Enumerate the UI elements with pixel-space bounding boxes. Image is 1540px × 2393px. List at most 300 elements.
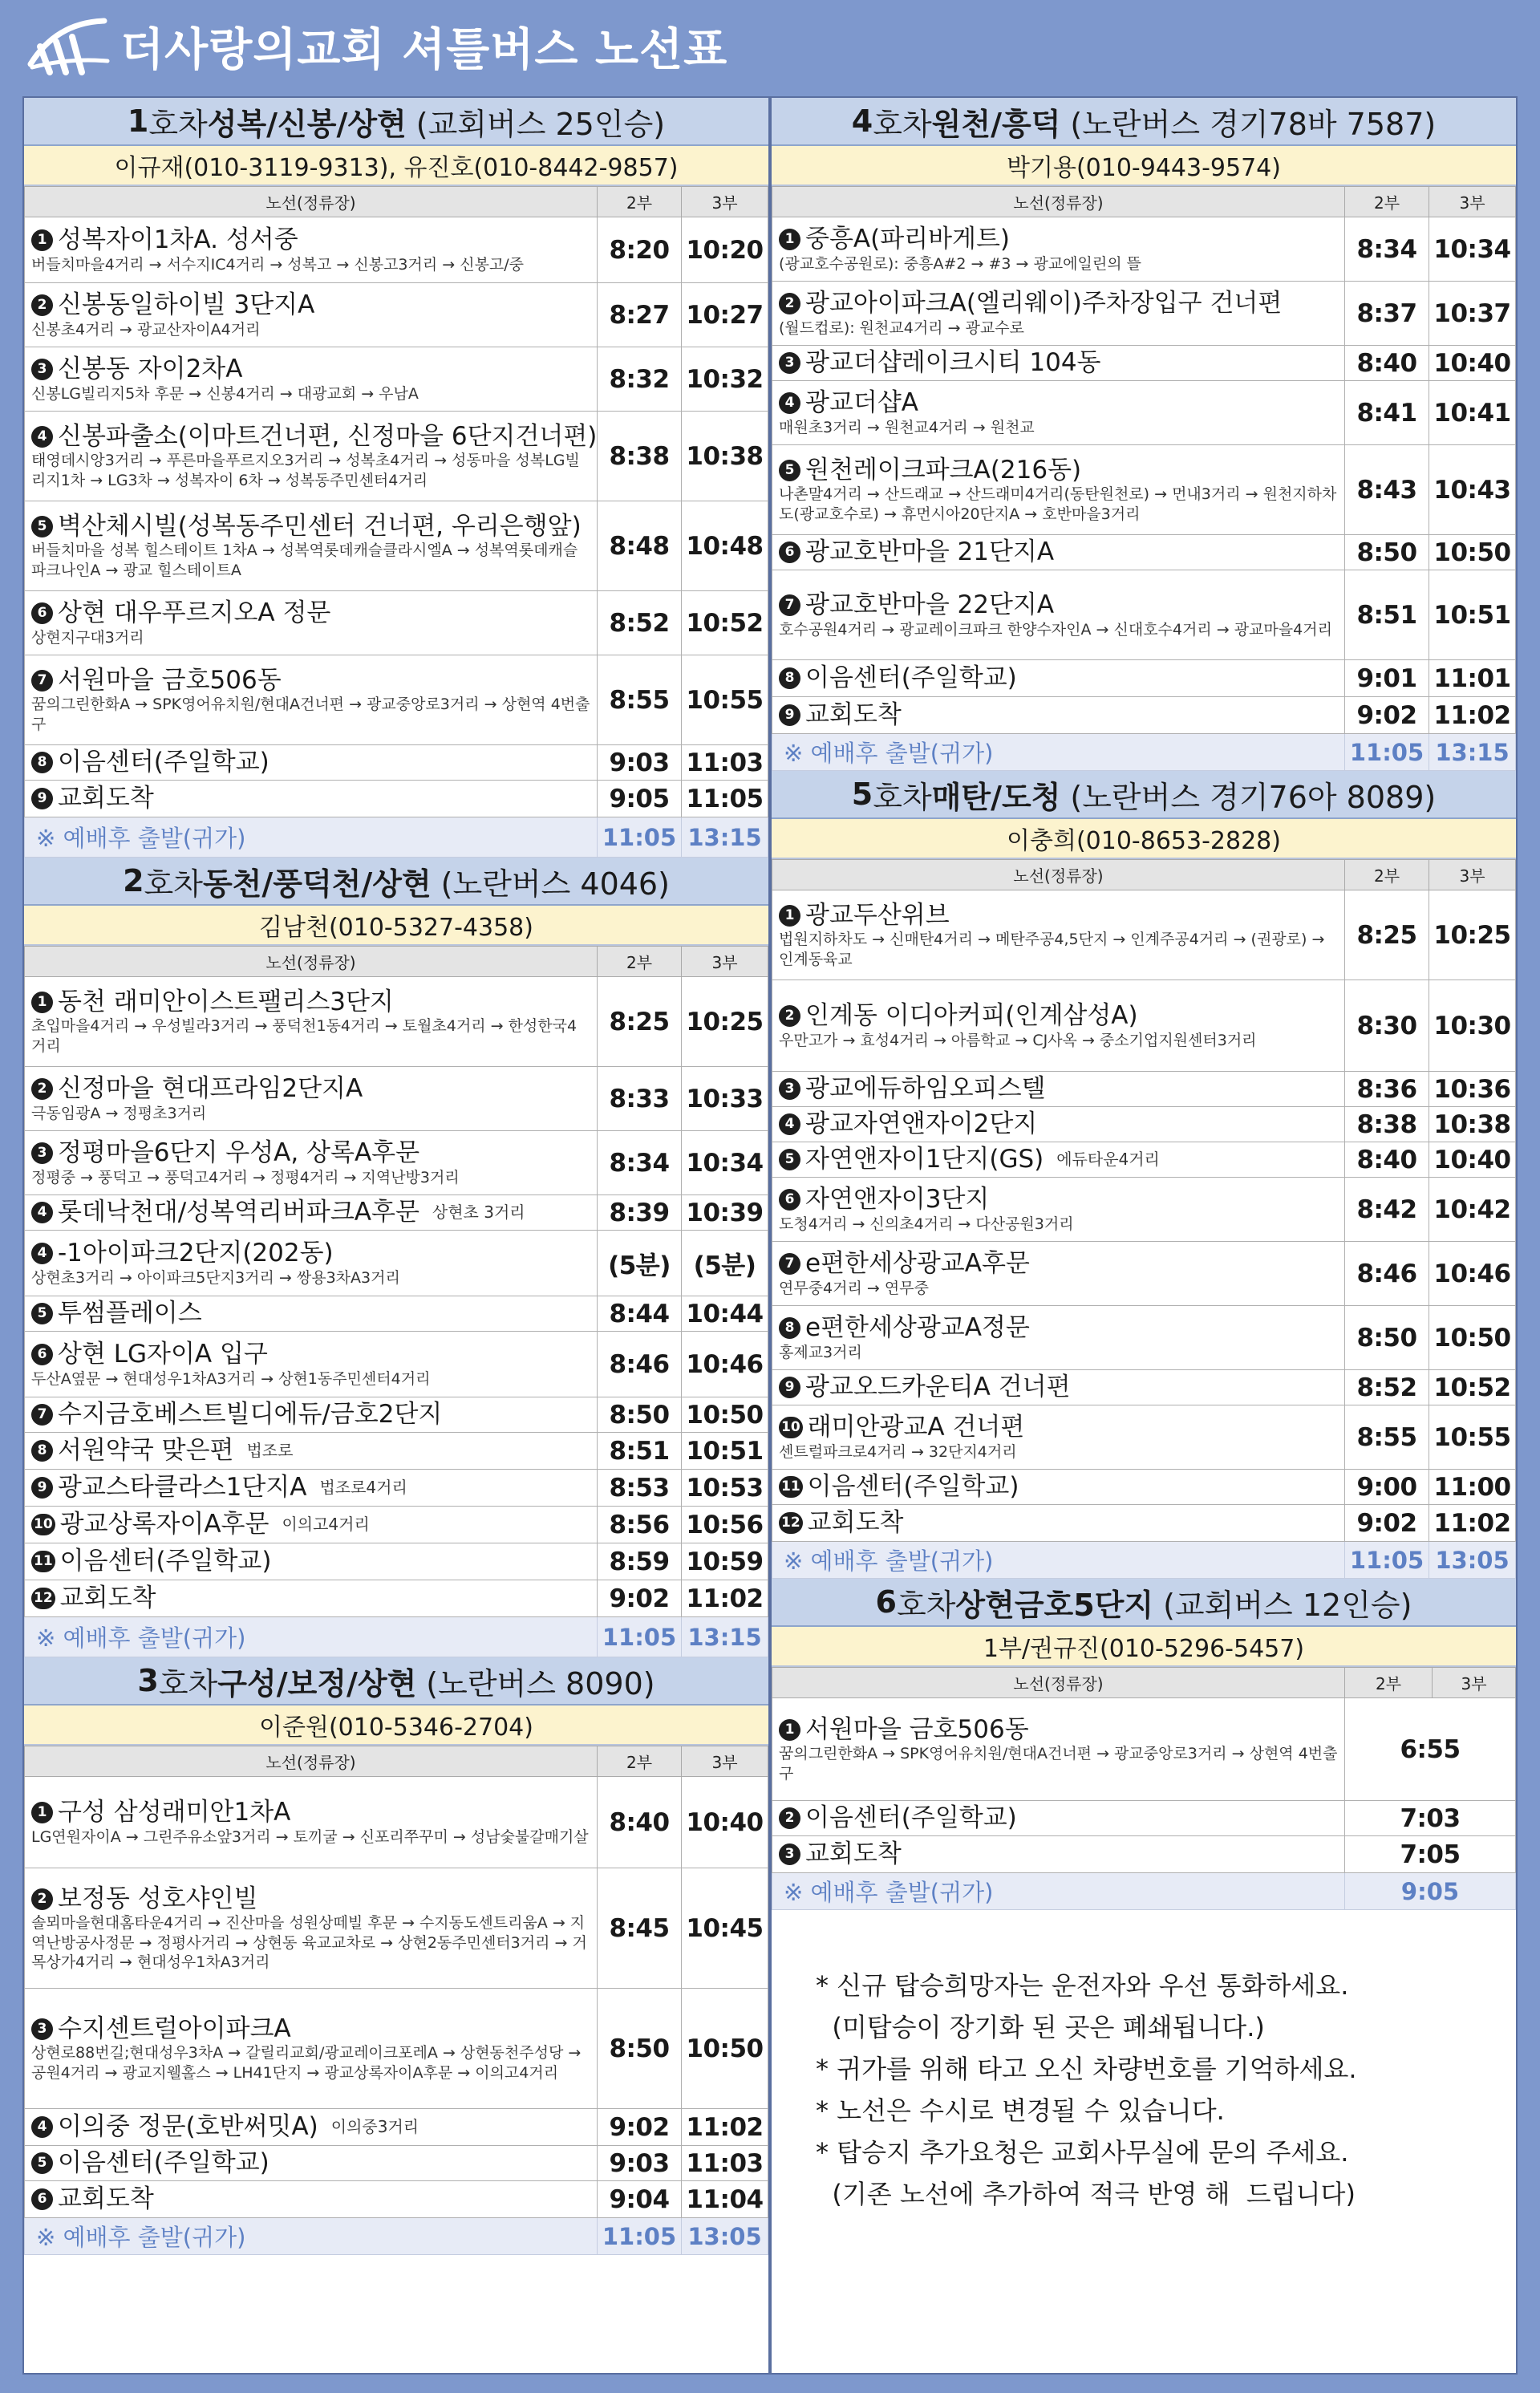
stop-row [772,1242,1516,1306]
time-2bu: 8:37 [1345,282,1429,346]
stop-route-detail: 우만고가 → 효성4거리 → 아름학교 → CJ사옥 → 중소기업지원센터3거리 [779,1031,1257,1049]
stop-cell [772,1505,1345,1542]
header-3bu: 3부 [1433,1668,1516,1698]
stop-landmark: 법조로 [246,1440,294,1460]
stop-name: 중흥A(파리바게트) [805,225,1011,254]
time-2bu: 8:39 [598,1195,682,1231]
time-2bu: 9:02 [1345,1505,1429,1542]
notice-line: * 신규 탑승희망자는 운전자와 우선 통화하세요. [816,1970,1349,2001]
stop-number-badge: 2 [31,294,53,316]
route-number: 1 [127,103,149,139]
stop-cell [772,697,1345,734]
time-2bu: 8:55 [598,655,682,745]
stop-name: 이의중 정문(호반써밋A) [58,2112,318,2142]
stop-cell [772,1370,1345,1405]
stop-name-line [779,1839,1338,1869]
stop-route-detail: 극동임광A → 정평초3거리 [31,1104,207,1122]
stop-number-badge: 2 [779,1807,800,1829]
stop-name-line [31,1198,590,1227]
route-title [24,858,768,906]
time-3bu: 11:00 [1429,1470,1516,1505]
stop-row [25,283,768,347]
stop-row [772,1178,1516,1242]
time-2bu: 8:34 [1345,217,1429,282]
time-3bu: 10:50 [682,1989,768,2109]
stop-row [772,217,1516,282]
stop-number-badge: 7 [779,1253,800,1275]
time-3bu: 11:03 [682,745,768,781]
stop-cell [772,1107,1345,1142]
time-2bu: 8:48 [598,501,682,591]
stop-cell [25,1580,598,1617]
route-suffix: 호차 [873,779,932,815]
time-2bu: 8:38 [598,412,682,501]
time-2bu: 8:52 [598,591,682,655]
stop-row [772,1470,1516,1505]
header-2bu: 2부 [598,1746,682,1777]
route-table [24,1746,768,2255]
time-3bu: 10:40 [682,1777,768,1868]
route-suffix: 호차 [144,866,203,902]
route-number: 5 [851,777,873,812]
time-2bu: 8:25 [1345,890,1429,980]
stop-row [25,977,768,1067]
time-3bu: 10:39 [682,1195,768,1231]
stop-route-detail: 꿈의그린한화A → SPK영어유치원/현대A건너편 → 광교중앙로3거리 → 상현역 4번출구 [779,1745,1338,1783]
stop-number-badge: 11 [779,1476,803,1498]
time-3bu: 10:38 [682,412,768,501]
time-3bu: 10:36 [1429,1072,1516,1107]
stop-name-line [31,512,590,541]
route-title [772,1579,1516,1627]
stop-cell [772,1801,1345,1836]
return-time-3bu: 13:15 [682,1617,768,1657]
stop-number-badge: 5 [31,2152,53,2174]
time-2bu: 8:27 [598,283,682,347]
time-2bu: 8:40 [1345,346,1429,381]
time-3bu: 10:51 [682,1433,768,1470]
stop-cell [772,1698,1345,1801]
route-section-3 [24,1657,768,2255]
notice-box [816,1965,1516,2215]
stop-number-badge: 1 [31,1802,53,1823]
time-3bu: 10:59 [682,1543,768,1580]
stop-number-badge: 6 [779,541,800,563]
route-name: 원천/흥덕 [931,106,1061,142]
time-3bu: 10:48 [682,501,768,591]
stop-name-line [779,456,1338,485]
stop-name: 이음센터(주일학교) [805,1803,1017,1833]
stop-name: 동천 래미안이스트팰리스3단지 [58,987,394,1016]
time-2bu: 9:02 [598,1580,682,1617]
stop-name-line [31,1798,590,1827]
stop-number-badge: 6 [31,602,53,624]
stop-name: 투썸플레이스 [58,1299,202,1328]
stop-name-line [779,1472,1338,1502]
route-table [24,946,768,1657]
time-2bu: 7:03 [1345,1801,1516,1836]
stop-number-badge: 4 [779,1113,800,1135]
time-3bu: 10:55 [682,655,768,745]
time-2bu: 8:50 [1345,535,1429,570]
stop-number-badge: 9 [31,788,53,809]
stop-number-badge: 1 [779,905,800,927]
time-3bu: 11:04 [682,2181,768,2218]
time-3bu: 11:01 [1429,660,1516,697]
stop-cell [772,1072,1345,1107]
stop-row [25,745,768,781]
time-3bu: 10:41 [1429,381,1516,445]
stop-number-badge: 2 [31,1078,53,1100]
return-time-2bu: 9:05 [1345,1873,1516,1910]
stop-cell [25,412,598,501]
stop-route-detail: 솔뫼마을현대홈타운4거리 → 진산마을 성원상떼빌 후문 → 수지동도센트리움A → 지역난방공사정문 → 정평사거리 → 상현동 육교교차로 → 상현2동주민센터3거리 → 거목상가4거리 → 현대성우1차A3거리 [31,1914,587,1971]
stop-name-line [31,1340,590,1369]
stop-cell [25,1332,598,1397]
time-2bu: 8:36 [1345,1072,1429,1107]
return-label: ※ 예배후 출발(귀가) [25,2218,598,2255]
return-time-2bu: 11:05 [598,817,682,858]
time-3bu: 10:46 [1429,1242,1516,1306]
stop-row [25,1543,768,1580]
stop-name-line [779,663,1338,693]
stop-name: 교회도착 [805,700,902,730]
stop-name-line [31,1074,590,1104]
stop-number-badge: 1 [779,229,800,250]
stop-name-line [779,1313,1338,1343]
stop-name-line [31,1138,590,1168]
stop-name: 신봉동일하이빌 3단지A [58,290,315,320]
stop-name: 구성 삼성래미안1차A [58,1798,291,1827]
stop-name-line [31,2112,590,2142]
stop-row [772,1801,1516,1836]
stop-name-line [31,1436,590,1466]
stop-row [25,217,768,283]
stop-number-badge: 6 [779,1189,800,1211]
header-route: 노선(정류장) [25,187,598,217]
time-3bu: 10:25 [1429,890,1516,980]
stop-name: 이음센터(주일학교) [59,1547,272,1576]
return-row [772,1873,1516,1910]
stop-row [25,2181,768,2218]
stop-number-badge: 3 [779,1843,800,1865]
table-header-row [772,187,1516,217]
table-header-row [772,860,1516,890]
stop-cell [25,1543,598,1580]
stop-number-badge: 1 [31,229,53,251]
route-suffix: 호차 [873,106,932,142]
time-2bu: 8:59 [598,1543,682,1580]
time-2bu: 9:03 [598,745,682,781]
stop-cell [772,346,1345,381]
stop-row [25,1296,768,1332]
stop-name-line [779,388,1338,418]
stop-row [772,381,1516,445]
stop-name: 광교자연앤자이2단지 [805,1109,1038,1139]
time-2bu: 8:52 [1345,1370,1429,1405]
stop-number-badge: 3 [31,2018,53,2040]
stop-row [772,282,1516,346]
stop-name-line [779,1109,1338,1139]
stop-row [25,1397,768,1433]
return-label: ※ 예배후 출발(귀가) [25,1617,598,1657]
return-time-2bu: 11:05 [1345,1542,1429,1579]
time-2bu: 8:50 [598,1397,682,1433]
stop-name: 원천레이크파크A(216동) [805,455,1082,485]
time-3bu: 11:02 [682,2109,768,2146]
stop-row [772,1370,1516,1405]
stop-row [772,535,1516,570]
notice-line: * 노선은 수시로 변경될 수 있습니다. [816,2095,1225,2126]
return-time-3bu: 13:05 [682,2218,768,2255]
time-3bu: 10:52 [1429,1370,1516,1405]
stop-name: 인계동 이디아커피(인계삼성A) [805,1001,1138,1031]
return-time-3bu: 13:15 [682,817,768,858]
stop-name: 정평마을6단지 우성A, 상록A후문 [58,1138,420,1168]
route-number: 4 [851,103,873,139]
stop-route-detail: 버들치마을4거리 → 서수지IC4거리 → 성복고 → 신봉고3거리 → 신봉고/중 [31,255,525,274]
stop-name-line [31,1510,590,1539]
stop-name-line [779,1074,1338,1104]
time-3bu: 10:30 [1429,980,1516,1072]
stop-route-detail: 나촌말4거리 → 산드래교 → 산드래미4거리(동탄원천로) → 먼내3거리 → 원천지하차도(광교호수로) → 휴먼시아20단지A → 호반마을3거리 [779,485,1337,523]
stop-name: 광교상록자이A후문 [59,1510,270,1539]
time-2bu: 8:34 [598,1131,682,1195]
time-2bu: 8:51 [1345,570,1429,660]
header-2bu: 2부 [1345,187,1429,217]
stop-cell [772,217,1345,282]
time-2bu: (5분) [598,1231,682,1296]
stop-row [25,1580,768,1617]
stop-name: 광교에듀하임오피스텔 [805,1074,1046,1104]
route-suffix: 호차 [896,1587,956,1623]
stop-route-detail: 상현로88번길;현대성우3차A → 갈릴리교회/광교레이크포레A → 상현동천주성당 → 공원4거리 → 광교지웰홀스 → LH41단지 → 광교상록자이A후문 → 이의고4거리 [31,2044,582,2082]
stop-number-suffix: -1 [58,1239,83,1268]
stop-name-line [779,1508,1338,1538]
route-section-6 [772,1579,1516,1910]
stop-number-badge: 5 [31,1303,53,1324]
stop-cell [25,1470,598,1507]
stop-cell [25,1231,598,1296]
stop-cell [772,980,1345,1072]
time-2bu: 8:32 [598,347,682,412]
return-row [25,817,768,858]
time-2bu: 8:42 [1345,1178,1429,1242]
route-bus: (노란버스 경기76아 8089) [1070,779,1437,815]
stop-name-line [31,355,590,384]
stop-cell [25,655,598,745]
stop-cell [772,1405,1345,1470]
time-3bu: (5분) [682,1231,768,1296]
stop-number-badge: 7 [779,594,800,616]
stop-route-detail: 버들치마을 성복 힐스테이트 1차A → 성복역롯데캐슬클라시엘A → 성복역롯데캐슬파크나인A → 광교 힐스테이트A [31,541,578,579]
stop-row [25,591,768,655]
time-3bu: 10:32 [682,347,768,412]
stop-cell [772,1178,1345,1242]
route-bus: (교회버스 25인승) [415,106,666,142]
stop-row [25,2109,768,2146]
stop-row [772,1142,1516,1178]
stop-name-line [779,1185,1338,1215]
stop-number-badge: 7 [31,1404,53,1426]
stop-row [772,1505,1516,1542]
stop-name: 수지금호베스트빌디에듀/금호2단지 [58,1400,443,1430]
time-3bu: 10:34 [682,1131,768,1195]
route-table [772,186,1516,771]
time-2bu: 9:02 [598,2109,682,2146]
stop-cell [25,1296,598,1332]
stop-name: 광교호반마을 21단지A [805,537,1055,567]
time-2bu: 9:01 [1345,660,1429,697]
notice-line: * 탑승지 추가요청은 교회사무실에 문의 주세요. [816,2137,1349,2168]
time-2bu: 7:05 [1345,1836,1516,1873]
table-header-row [772,1668,1516,1698]
table-header-row [25,947,768,977]
stop-name-line [779,1715,1338,1745]
time-2bu: 8:43 [1345,445,1429,535]
route-driver: 1부/권규진(010-5296-5457) [772,1627,1516,1667]
time-2bu: 8:46 [1345,1242,1429,1306]
route-section-2 [24,858,768,1657]
stop-number-badge: 8 [31,1440,53,1462]
stop-name: e편한세상광교A정문 [805,1313,1030,1343]
stop-number-badge: 12 [779,1512,803,1534]
stop-cell [25,1131,598,1195]
stop-name-line [31,1239,590,1268]
stop-landmark: 상현초 3거리 [432,1202,525,1222]
stop-name-line [779,225,1338,254]
time-2bu: 9:04 [598,2181,682,2218]
stop-row [25,501,768,591]
stop-route-detail: 법원지하차도 → 신매탄4거리 → 메탄주공4,5단지 → 인계주공4거리 → (권광로) → 인계동육교 [779,931,1325,968]
time-3bu: 10:50 [682,1397,768,1433]
stop-name: 교회도착 [58,2184,154,2214]
stop-number-badge: 10 [779,1417,803,1438]
route-name: 동천/풍덕천/상현 [202,866,432,902]
stop-name-line [779,289,1338,318]
stop-name: 교회도착 [807,1508,904,1538]
stop-name: 서원마을 금호506동 [805,1714,1029,1744]
stop-name-line [31,666,590,696]
return-row [25,2218,768,2255]
stop-route-detail: (월드컵로): 원천교4거리 → 광교수로 [779,318,1024,337]
stop-name-line [779,1249,1338,1279]
stop-row [772,1306,1516,1370]
route-driver: 김남천(010-5327-4358) [24,906,768,946]
stop-name: 이음센터(주일학교) [58,748,270,777]
stop-name-line [779,700,1338,730]
time-2bu: 8:50 [598,1989,682,2109]
stop-number-badge: 4 [31,1243,53,1264]
stop-cell [25,217,598,283]
stop-name-line [779,1001,1338,1031]
notice-line: (기존 노선에 추가하여 적극 반영 해 드립니다) [816,2179,1356,2209]
stop-cell [25,2181,598,2218]
time-2bu: 8:53 [598,1470,682,1507]
route-number: 3 [137,1663,159,1698]
return-time-2bu: 11:05 [1345,734,1429,771]
time-2bu: 8:50 [1345,1306,1429,1370]
stop-name-line [779,1413,1338,1442]
time-2bu: 8:55 [1345,1405,1429,1470]
stop-row [25,1131,768,1195]
stop-number-badge: 12 [31,1588,55,1609]
time-3bu: 10:53 [682,1470,768,1507]
time-2bu: 8:25 [598,977,682,1067]
stop-name: 수지센트럴아이파크A [58,2014,291,2043]
page-title: 더사랑의교회 셔틀버스 노선표 [120,24,728,76]
header-route: 노선(정류장) [25,947,598,977]
stop-name-line [31,1584,590,1613]
stop-name: 자연앤자이3단지 [805,1185,990,1215]
stop-name: 성복자이1차A. 성서중 [58,225,298,255]
header-route: 노선(정류장) [772,1668,1345,1698]
stop-name: 교회도착 [805,1839,902,1869]
stop-name-line [779,1145,1338,1174]
stop-route-detail: 상현지구대3거리 [31,628,144,647]
stop-name-line [31,748,590,777]
stop-name: 광교두산위브 [805,900,950,930]
stop-row [25,1195,768,1231]
route-number: 2 [123,863,144,898]
stop-number-badge: 5 [31,516,53,537]
stop-route-detail: 센트럴파크로4거리 → 32단지4거리 [779,1442,1017,1461]
time-3bu: 10:51 [1429,570,1516,660]
time-3bu: 10:38 [1429,1107,1516,1142]
time-2bu: 8:45 [598,1868,682,1989]
stop-row [25,1332,768,1397]
stop-number-badge: 2 [779,293,800,314]
stop-name: 이음센터(주일학교) [807,1472,1019,1502]
stop-number-badge: 6 [31,1344,53,1365]
stop-cell [772,381,1345,445]
time-3bu: 10:46 [682,1332,768,1397]
stop-row [772,1698,1516,1801]
stop-name-line [779,348,1338,378]
stop-row [25,655,768,745]
stop-number-badge: 3 [31,359,53,380]
route-name: 상현금호5단지 [955,1587,1154,1623]
stop-number-badge: 10 [31,1514,55,1535]
stop-row [772,660,1516,697]
time-2bu: 8:41 [1345,381,1429,445]
stop-route-detail: 도청4거리 → 신의초4거리 → 다산공원3거리 [779,1215,1074,1233]
stop-name-line [31,1400,590,1430]
stop-name: 신정마을 현대프라임2단지A [58,1074,363,1104]
stop-name-line [31,2014,590,2044]
stop-row [25,2146,768,2181]
time-2bu: 8:40 [1345,1142,1429,1178]
stop-number-badge: 3 [31,1142,53,1164]
stop-name: 서원마을 금호506동 [58,665,282,695]
stop-number-badge: 1 [779,1719,800,1741]
time-3bu: 10:43 [1429,445,1516,535]
route-bus: (교회버스 12인승) [1163,1587,1412,1623]
table-header-row [25,1746,768,1777]
time-3bu: 10:25 [682,977,768,1067]
time-3bu: 11:02 [682,1580,768,1617]
stop-row [772,890,1516,980]
stop-route-detail: LG연원자이A → 그린주유소앞3거리 → 토끼굴 → 신포리쭈꾸미 → 성남숯불갈매기살 [31,1827,589,1846]
route-driver: 이준원(010-5346-2704) [24,1706,768,1746]
stop-cell [772,535,1345,570]
stop-number-badge: 5 [779,1149,800,1170]
stop-name: e편한세상광교A후문 [805,1249,1030,1279]
stop-number-badge: 4 [31,1202,53,1223]
stop-name: 래미안광교A 건너편 [807,1413,1025,1442]
stop-row [772,980,1516,1072]
stop-cell [25,1067,598,1131]
